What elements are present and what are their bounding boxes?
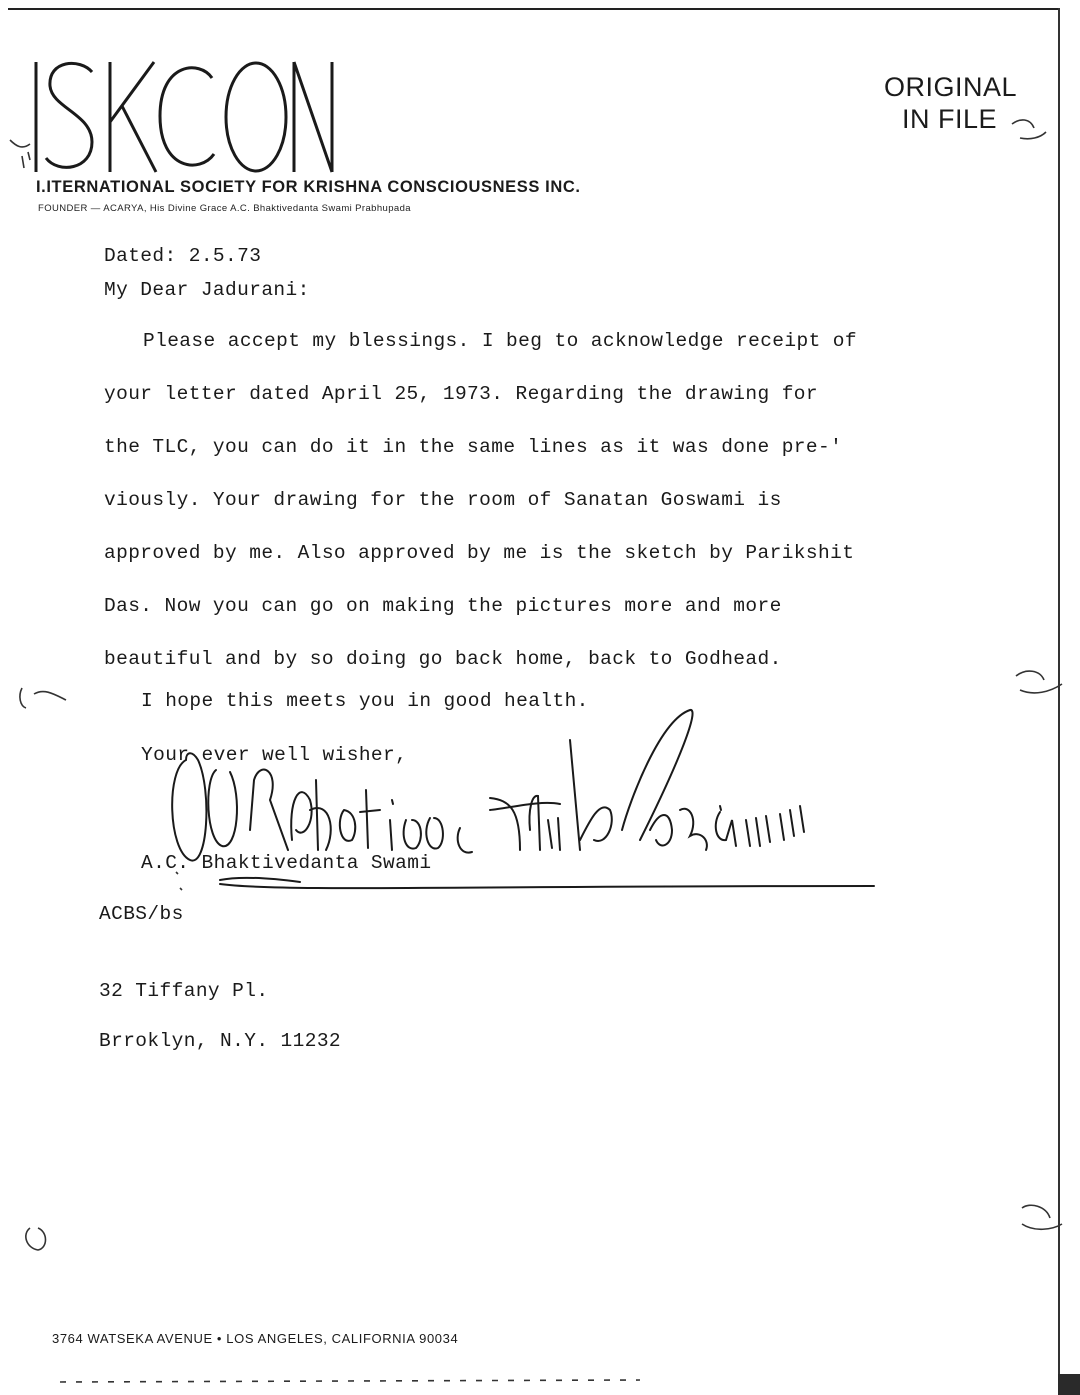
recipient-address-line-2: Brroklyn, N.Y. 11232 — [99, 1030, 342, 1052]
recipient-address-line-1: 32 Tiffany Pl. — [99, 980, 269, 1002]
page-border-right — [1058, 8, 1060, 1378]
body-line: Please accept my blessings. I beg to acknowledge receipt of — [143, 330, 858, 352]
body-line: approved by me. Also approved by me is the sketch by Parikshit — [104, 542, 855, 564]
founder-line: FOUNDER — ACARYA, His Divine Grace A.C. Bhaktivedanta Swami Prabhupada — [38, 203, 411, 214]
scan-corner-mark — [1058, 1374, 1080, 1395]
valediction: Your ever well wisher, — [141, 744, 408, 766]
page-border-top — [8, 8, 1060, 10]
letter-salutation: My Dear Jadurani: — [104, 279, 310, 301]
body-line: your letter dated April 25, 1973. Regarding the drawing for — [104, 383, 819, 405]
handwritten-signature — [160, 700, 900, 900]
stamp-line-1: ORIGINAL — [884, 72, 1018, 102]
letter-date: Dated: 2.5.73 — [104, 245, 262, 267]
typed-signature-name: A.C. Bhaktivedanta Swami — [141, 852, 432, 874]
typist-initials: ACBS/bs — [99, 903, 184, 925]
closing-line: I hope this meets you in good health. — [141, 690, 589, 712]
original-in-file-stamp — [884, 71, 1017, 135]
iskcon-logo — [30, 58, 340, 176]
organization-name: I.ITERNATIONAL SOCIETY FOR KRISHNA CONSCIOUSNESS INC. — [36, 178, 581, 196]
body-line: viously. Your drawing for the room of Sanatan Goswami is — [104, 489, 782, 511]
body-line: Das. Now you can go on making the pictures more and more — [104, 595, 782, 617]
body-line: the TLC, you can do it in the same lines as it was done pre-' — [104, 436, 843, 458]
stamp-line-2: IN FILE — [902, 104, 998, 134]
footer-address: 3764 WATSEKA AVENUE • LOS ANGELES, CALIFORNIA 90034 — [52, 1331, 459, 1346]
body-line: beautiful and by so doing go back home, back to Godhead. — [104, 648, 782, 670]
